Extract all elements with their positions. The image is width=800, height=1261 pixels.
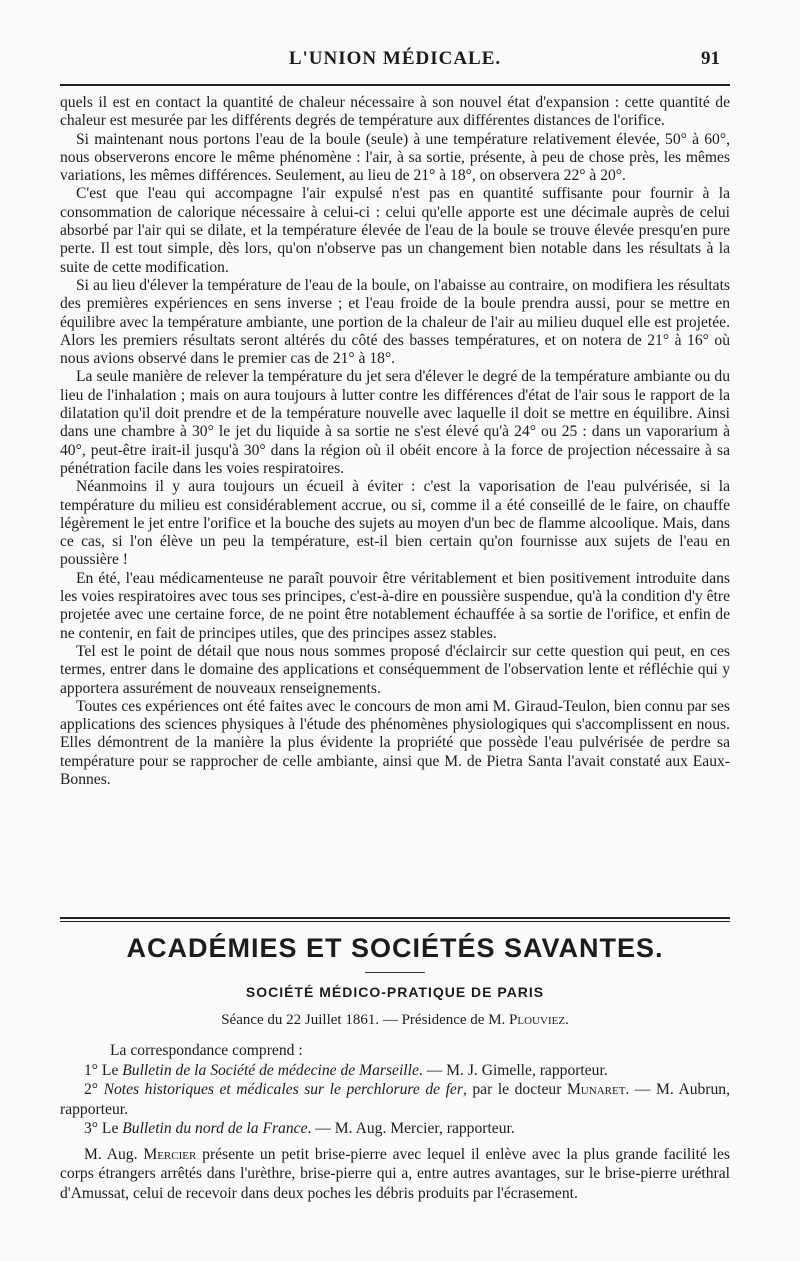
author-name: Munaret	[566, 1081, 626, 1098]
article-body	[60, 94, 730, 789]
paragraph: En été, l'eau médicamenteuse ne paraît pouvoir être véritablement et bien positivement introduite dans les voies respiratoires avec tous ses principes, c'est-à-dire en poussière suspendue, qu'à la condition d'y être projetée avec une certaine force, de ne point être notablement échauffée à sa sortie de l'orifice, et enfin de ne contenir, en fait de principes utiles, que des principes assez stables.	[60, 569, 730, 642]
seance-text: Séance du 22 Juillet 1861. — Présidence de M.	[221, 1012, 510, 1028]
paragraph: Néanmoins il y aura toujours un écueil à éviter : c'est la vaporisation de l'eau pulvérisée, si la température du milieu est considérablement accrue, ou si, comme il a été conseillé de le faire, on chauffe légèrement le jet entre l'orifice et la bouche des sujets au moyen d'un bec de flamme alcoolique. Mais, dans ce cas, si l'on élève un peu la température, est-il bien certain qu'on fournisse aux sujets de l'eau en poussière !	[60, 478, 730, 569]
seance-line	[60, 1012, 730, 1029]
society-name: SOCIÉTÉ MÉDICO-PRATIQUE DE PARIS	[245, 984, 545, 1000]
page-number: 91	[701, 48, 720, 69]
item-title: Bulletin du nord de la France	[122, 1120, 308, 1137]
paragraph: C'est que l'eau qui accompagne l'air expulsé n'est pas en quantité suffisante pour fournir à la consommation de calorique nécessaire à celui-ci : celui qu'elle apporte est une décimale auprès de celui absorbé par l'air qui se dilate, et la température élevée de l'eau de la boule se trouve élevée presqu'en pure perte. Il est tout simple, dès lors, qu'on n'observe pas un changement bien notable dans les résultats à la suite de cette modification.	[60, 185, 730, 276]
item-title: Bulletin de la Société de médecine de Marseille	[122, 1061, 419, 1079]
mercier-paragraph: M. Aug. Mercier présente un petit brise-pierre avec lequel il enlève avec la plus grande facilité les corps étrangers arrêtés dans l'urèthre, brise-pierre qui a, entre autres avantages, sur le brise-pierre uréthral d'Amussat, celui de recevoir dans deux poches les débris produits par l'écrasement.	[60, 1145, 730, 1202]
section-divider	[60, 917, 730, 922]
paragraph: La seule manière de relever la température du jet sera d'élever le degré de la température ambiante ou du lieu de l'inhalation ; mais on aura toujours à lutter contre les différences d'état de l'air sous le rapport de la dilatation qu'il doit prendre et de la température nouvelle avec laquelle il doit se mettre en équilibre. Ainsi dans une chambre à 30° le jet du liquide à sa sortie ne s'est élevé qu'à 24° ou 25 : dans un vaporarium à 40°, peut-être irait-il jusqu'à 30° dans la région où il obéit encore à la force de projection nécessaire à sa pénétration facile dans les voies respiratoires.	[60, 368, 730, 477]
header-rule	[60, 84, 730, 86]
paragraph: Toutes ces expériences ont été faites avec le concours de mon ami M. Giraud-Teulon, bien connu par ses applications des sciences physiques à l'étude des phénomènes physiologiques qui s'accomplissent en nous. Elles démontrent de la manière la plus évidente la propriété que possède l'eau pulvérisée de perdre sa température pour se rapprocher de celle ambiante, ainsi que M. de Pietra Santa l'avait constaté aux Eaux-Bonnes.	[60, 697, 730, 788]
correspondance-item-2: 2° Notes historiques et médicales sur le perchlorure de fer, par le docteur Munaret. — M. Aubrun, rapporteur.	[60, 1081, 730, 1118]
heading-rule	[365, 972, 425, 973]
paragraph: Si maintenant nous portons l'eau de la boule (seule) à une température relativement élevée, 50° à 60°, nous observerons encore le même phénomène : l'air, à sa sortie, présente, à peu de chose près, les mêmes variations, les mêmes différences. Seulement, au lieu de 21° à 18°, on observera 22° à 20°.	[60, 130, 730, 185]
paragraph: Tel est le point de détail que nous nous sommes proposé d'éclaircir sur cette question qui peut, en ces termes, entrer dans le domaine des applications et conséquemment de l'observation lente et réfléchie qui y apportera assurément de nouveaux renseignements.	[60, 642, 730, 697]
minutes-text	[60, 1041, 730, 1203]
section-heading: ACADÉMIES ET SOCIÉTÉS SAVANTES.	[126, 933, 664, 963]
mercier-name: Mercier	[143, 1145, 197, 1163]
paragraph: Si au lieu d'élever la température de l'eau de la boule, on l'abaisse au contraire, on modifiera les résultats des premières expériences en sens inverse ; et l'eau froide de la boule prendra aussi, pour se mettre en équilibre avec la température ambiante, une portion de la chaleur de l'air au milieu duquel elle est projetée. Alors les premiers résultats seront altérés du côté des basses températures, et on notera de 21° à 16° où nous avions observé dans le premier cas de 21° à 18°.	[60, 276, 730, 368]
item-title: Notes historiques et médicales sur le perchlorure de fer	[103, 1081, 463, 1098]
paragraph: quels il est en contact la quantité de chaleur nécessaire à son nouvel état d'expansion : cette quantité de chaleur est mesurée par les différents degrés de température aux différentes distances de l'orifice.	[60, 94, 730, 130]
correspondance-intro: La correspondance comprend :	[110, 1042, 303, 1059]
correspondance-item-1: 1° Le Bulletin de la Société de médecine de Marseille. — M. J. Gimelle, rapporteur.	[84, 1061, 608, 1079]
correspondance-item-3: 3° Le Bulletin du nord de la France. — M. Aug. Mercier, rapporteur.	[84, 1120, 515, 1137]
president-name: Plouviez.	[509, 1012, 569, 1028]
journal-title: L'UNION MÉDICALE.	[288, 48, 502, 69]
running-header	[60, 48, 730, 74]
